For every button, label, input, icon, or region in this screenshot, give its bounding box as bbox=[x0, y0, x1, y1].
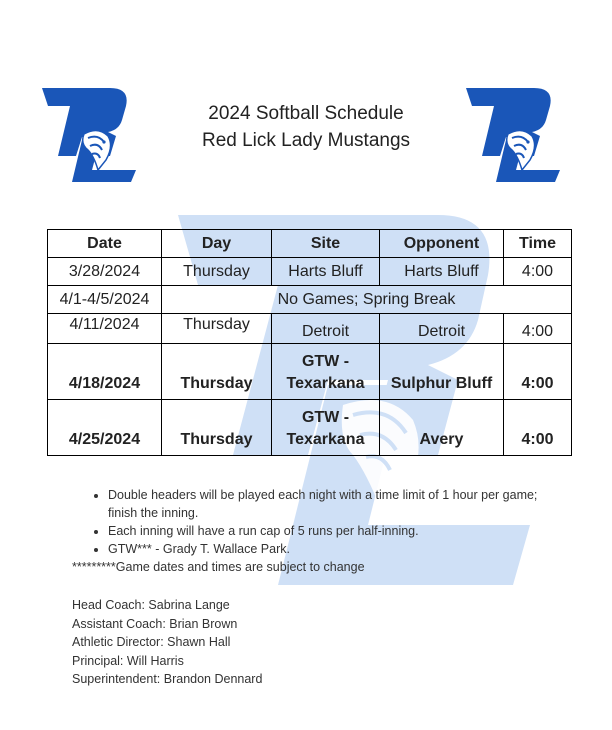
cell-date: 4/11/2024 bbox=[48, 314, 162, 344]
cell-day: Thursday bbox=[162, 344, 272, 400]
list-item: • Double headers will be played each night with a time limit of 1 hour per game; finish the inning. bbox=[108, 486, 542, 522]
column-header-time: Time bbox=[504, 230, 572, 258]
staff-assistant-coach: Assistant Coach: Brian Brown bbox=[72, 616, 238, 631]
schedule-notes bbox=[72, 486, 542, 576]
staff-superintendent: Superintendent: Brandon Dennard bbox=[72, 672, 263, 686]
staff-principal: Principal: Will Harris bbox=[72, 653, 184, 668]
list-item: • GTW*** - Grady T. Wallace Park. bbox=[108, 540, 542, 558]
staff-list bbox=[72, 596, 262, 689]
staff-athletic-director: Athletic Director: Shawn Hall bbox=[72, 635, 231, 649]
notes-list bbox=[72, 486, 542, 558]
cell-date: 4/25/2024 bbox=[48, 400, 162, 456]
cell-site bbox=[272, 344, 380, 400]
title-line-2: Red Lick Lady Mustangs bbox=[201, 130, 411, 151]
cell-site-line-2: Texarkana bbox=[286, 431, 365, 448]
cell-date: 4/18/2024 bbox=[48, 344, 162, 400]
cell-day: Thursday bbox=[162, 314, 272, 344]
column-header-date: Date bbox=[48, 230, 162, 258]
column-header-opponent: Opponent bbox=[380, 230, 504, 258]
table-row bbox=[48, 286, 572, 314]
document-title bbox=[150, 100, 462, 154]
cell-day: Thursday bbox=[162, 258, 272, 286]
mustang-logo-left bbox=[32, 82, 150, 182]
cell-opponent: Sulphur Bluff bbox=[380, 344, 504, 400]
cell-time: 4:00 bbox=[504, 314, 572, 344]
cell-site: Detroit bbox=[272, 314, 380, 344]
cell-opponent: Avery bbox=[380, 400, 504, 456]
cell-opponent: Harts Bluff bbox=[380, 258, 504, 286]
cell-time: 4:00 bbox=[504, 258, 572, 286]
disclaimer-text: *********Game dates and times are subject to change bbox=[72, 560, 365, 574]
cell-note: No Games; Spring Break bbox=[162, 286, 572, 314]
cell-day: Thursday bbox=[162, 400, 272, 456]
cell-opponent: Detroit bbox=[380, 314, 504, 344]
schedule-table bbox=[47, 229, 572, 456]
cell-site: Harts Bluff bbox=[272, 258, 380, 286]
cell-time: 4:00 bbox=[504, 344, 572, 400]
table-header-row bbox=[48, 230, 572, 258]
cell-date: 4/1-4/5/2024 bbox=[48, 286, 162, 314]
table-row bbox=[48, 314, 572, 344]
staff-head-coach: Head Coach: Sabrina Lange bbox=[72, 598, 230, 612]
cell-site-line-1: GTW - bbox=[301, 353, 350, 370]
column-header-site: Site bbox=[272, 230, 380, 258]
mustang-logo-right bbox=[456, 82, 574, 182]
column-header-day: Day bbox=[162, 230, 272, 258]
list-item: • Each inning will have a run cap of 5 runs per half-inning. bbox=[108, 522, 542, 540]
cell-date: 3/28/2024 bbox=[48, 258, 162, 286]
table-row bbox=[48, 400, 572, 456]
cell-time: 4:00 bbox=[504, 400, 572, 456]
cell-site-line-2: Texarkana bbox=[286, 375, 365, 392]
table-row bbox=[48, 344, 572, 400]
table-row bbox=[48, 258, 572, 286]
title-line-1: 2024 Softball Schedule bbox=[208, 103, 404, 124]
cell-site bbox=[272, 400, 380, 456]
cell-site-line-1: GTW - bbox=[301, 409, 350, 426]
